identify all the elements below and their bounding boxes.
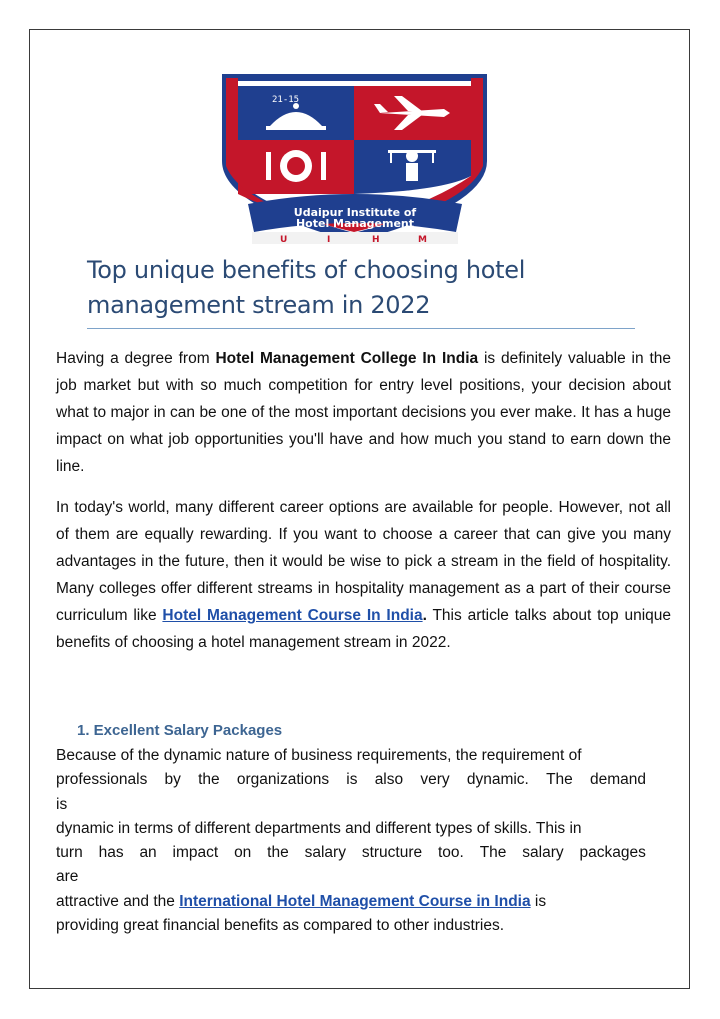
word: has — [98, 844, 124, 862]
word: also — [374, 771, 404, 789]
career-paragraph — [56, 494, 671, 656]
word: The — [479, 844, 507, 862]
logo-letter-i: I — [327, 235, 331, 245]
logo-text-line2: Hotel Management — [295, 217, 415, 230]
word: packages — [579, 844, 646, 862]
uihm-crest-logo — [212, 66, 497, 246]
word: by — [164, 771, 181, 789]
section-body-salary — [56, 744, 668, 938]
section-heading-salary: 1. Excellent Salary Packages — [77, 722, 283, 739]
hotel-management-course-link[interactable]: Hotel Management Course In India — [162, 607, 423, 624]
l7-text-end: is — [530, 892, 547, 910]
section-line-1: Because of the dynamic nature of business requirements, the requirement of — [56, 747, 582, 764]
section-line-6: are — [56, 868, 79, 886]
article-title — [87, 253, 647, 323]
international-course-link[interactable]: International Hotel Management Course in India — [179, 892, 531, 910]
p1-text-start: Having a degree from — [56, 350, 216, 367]
word: structure — [361, 844, 423, 862]
section-line-4: dynamic in terms of different departments and different types of skills. This in — [56, 819, 582, 837]
logo-letter-m: M — [418, 235, 427, 245]
word: an — [139, 844, 157, 862]
logo-letter-h: H — [372, 235, 380, 245]
word: The — [546, 771, 573, 789]
svg-text:21-15: 21-15 — [272, 95, 300, 105]
word: turn — [56, 844, 83, 862]
p1-bold-phrase: Hotel Management College In India — [215, 350, 479, 367]
intro-paragraph — [56, 345, 671, 480]
section-line-8: providing great financial benefits as compared to other industries. — [56, 917, 505, 935]
word: dynamic. — [466, 771, 529, 789]
logo-letter-u: U — [280, 235, 288, 245]
p2-text-start: In today's world, many different career options are available for people. However, not all of them are equally rewarding. If you want to choose a career that can give you many advantages in the future, then it would be wise to pick a stream in the field of hospitality. Many colleges offer different streams in hospitality management as a part of their course curriculum like — [56, 499, 671, 624]
word: the — [198, 771, 220, 789]
word: the — [267, 844, 289, 862]
title-line-1: Top unique benefits of choosing hotel — [87, 256, 526, 284]
word: organizations — [236, 771, 330, 789]
word: is — [346, 771, 358, 789]
title-line-2: management stream in 2022 — [87, 291, 431, 319]
word: very — [420, 771, 450, 789]
p2-period: . — [422, 607, 427, 624]
section-line-7 — [56, 890, 668, 914]
section-line-3: is — [56, 795, 68, 813]
p2-text-end: This article talks about top unique benefits of choosing a hotel management stream in 2022. — [56, 607, 672, 651]
word: salary — [304, 844, 346, 862]
word: on — [234, 844, 252, 862]
l7-text-start: attractive and the — [56, 892, 180, 910]
p1-text-end: is definitely valuable in the job market but with so much competition for entry level positions, your decision about what to major in can be one of the most important decisions you ever make. It has a huge impact on what job opportunities you'll have and how much you stand to earn down the line. — [56, 350, 671, 475]
section-line-5 — [56, 841, 646, 865]
title-underline — [87, 328, 635, 329]
word: impact — [172, 844, 219, 862]
word: salary — [522, 844, 564, 862]
word: demand — [589, 771, 646, 789]
logo-text-line1: Udaipur Institute of — [293, 206, 417, 219]
word: too. — [437, 844, 464, 862]
word: professionals — [56, 771, 148, 789]
section-line-2 — [56, 768, 646, 792]
